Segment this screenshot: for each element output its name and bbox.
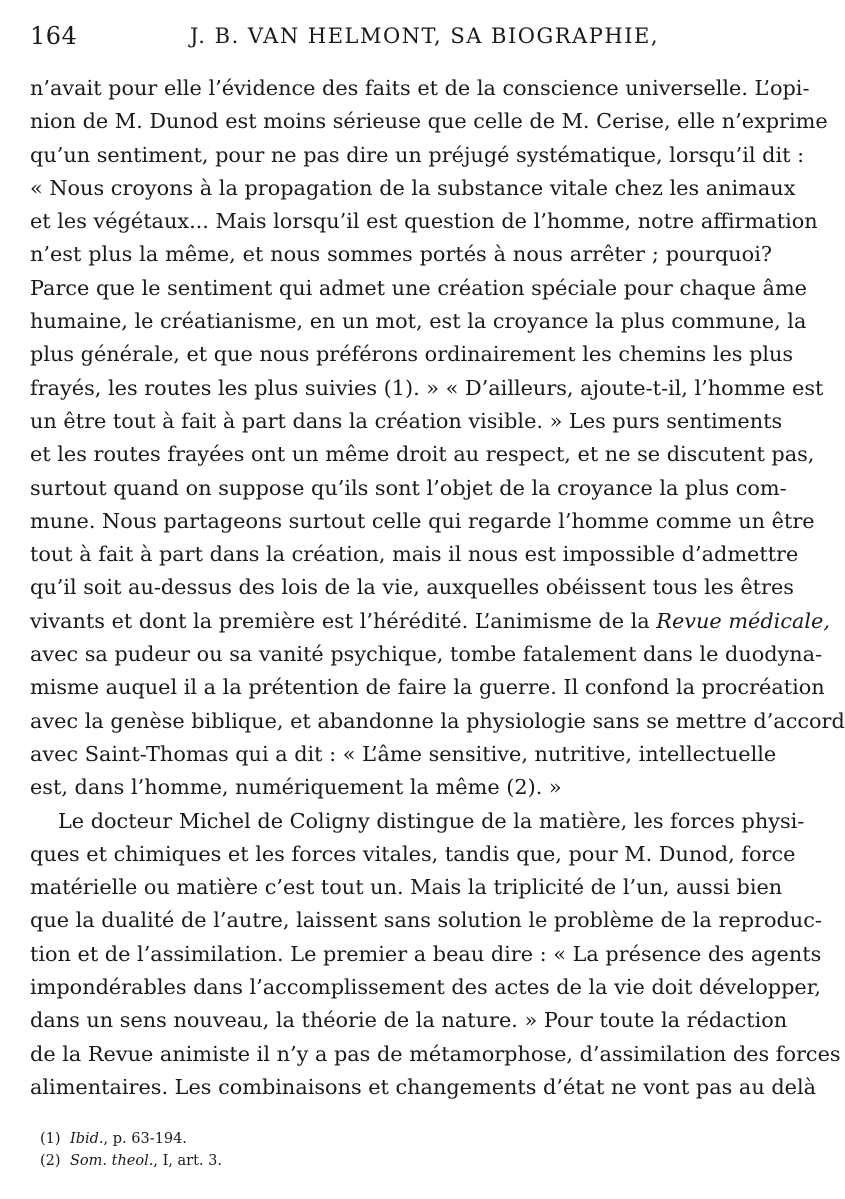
text-line: matérielle ou matière c’est tout un. Mais la triplicité de l’un, aussi bien bbox=[30, 875, 783, 900]
text-segment: vivants et dont la première est l’hérédité. L’animisme de la bbox=[30, 608, 650, 633]
italic-title: Revue médicale, bbox=[656, 608, 830, 633]
text-line: de la Revue animiste il n’y a pas de métamorphose, d’assimilation des forces bbox=[30, 1041, 841, 1066]
text-line: avec sa pudeur ou sa vanité psychique, tombe fatalement dans le duodyna- bbox=[30, 642, 823, 667]
text-line: plus générale, et que nous préférons ordinairement les chemins les plus bbox=[30, 342, 794, 367]
text-line: tion et de l’assimilation. Le premier a beau dire : « La présence des agents bbox=[30, 941, 822, 966]
text-line: qu’un sentiment, pour ne pas dire un préjugé systématique, lorsqu’il dit : bbox=[30, 142, 805, 167]
footnote bbox=[40, 1128, 640, 1150]
text-line: surtout quand on suppose qu’ils sont l’objet de la croyance la plus com- bbox=[30, 475, 787, 500]
text-line: qu’il soit au-dessus des lois de la vie, auxquelles obéissent tous les êtres bbox=[30, 575, 794, 600]
text-line: et les routes frayées ont un même droit au respect, et ne se discutent pas, bbox=[30, 442, 815, 467]
text-line-with-italic bbox=[30, 605, 830, 638]
text-line: n’est plus la même, et nous sommes portés à nous arrêter ; pourquoi? bbox=[30, 242, 772, 267]
body-text bbox=[30, 72, 845, 1104]
footnote-marker: (2) bbox=[40, 1153, 61, 1169]
text-line: avec la genèse biblique, et abandonne la physiologie sans se mettre d’accord bbox=[30, 708, 845, 733]
text-line: que la dualité de l’autre, laissent sans solution le problème de la reproduc- bbox=[30, 908, 822, 933]
footnote-reference: Ibid. bbox=[70, 1131, 104, 1147]
text-line: tout à fait à part dans la création, mais il nous est impossible d’admettre bbox=[30, 542, 799, 567]
text-line: impondérables dans l’accomplissement des actes de la vie doit développer, bbox=[30, 975, 821, 1000]
footnote-text: , p. 63-194. bbox=[103, 1131, 187, 1147]
text-line: misme auquel il a la prétention de faire la guerre. Il confond la procréation bbox=[30, 675, 825, 700]
page-header bbox=[30, 22, 774, 56]
text-line: et les végétaux... Mais lorsqu’il est question de l’homme, notre affirmation bbox=[30, 209, 818, 234]
text-line: ques et chimiques et les forces vitales, tandis que, pour M. Dunod, force bbox=[30, 841, 796, 866]
footnotes bbox=[40, 1128, 640, 1172]
text-line: frayés, les routes les plus suivies (1). » « D’ailleurs, ajoute-t-il, l’homme est bbox=[30, 375, 824, 400]
text-line: alimentaires. Les combinaisons et changements d’état ne vont pas au delà bbox=[30, 1074, 817, 1099]
text-line: dans un sens nouveau, la théorie de la nature. » Pour toute la rédaction bbox=[30, 1008, 788, 1033]
text-line: mune. Nous partageons surtout celle qui regarde l’homme comme un être bbox=[30, 508, 815, 533]
paragraph-start-line: Le docteur Michel de Coligny distingue de la matière, les forces physi- bbox=[58, 808, 805, 833]
footnote bbox=[40, 1150, 640, 1172]
page-number: 164 bbox=[30, 22, 78, 50]
text-line: avec Saint-Thomas qui a dit : « L’âme sensitive, nutritive, intellectuelle bbox=[30, 741, 777, 766]
text-line: un être tout à fait à part dans la création visible. » Les purs sentiments bbox=[30, 408, 783, 433]
text-line: Parce que le sentiment qui admet une création spéciale pour chaque âme bbox=[30, 275, 807, 300]
text-line: nion de M. Dunod est moins sérieuse que celle de M. Cerise, elle n’exprime bbox=[30, 109, 828, 134]
text-line: humaine, le créatianisme, en un mot, est la croyance la plus commune, la bbox=[30, 309, 807, 334]
text-line: n’avait pour elle l’évidence des faits et de la conscience universelle. L’opi- bbox=[30, 76, 810, 100]
paragraph-end-line: est, dans l’homme, numériquement la même (2). » bbox=[30, 775, 562, 800]
footnote-marker: (1) bbox=[40, 1131, 61, 1147]
footnote-text: , I, art. 3. bbox=[153, 1153, 222, 1169]
text-line: « Nous croyons à la propagation de la substance vitale chez les animaux bbox=[30, 175, 796, 200]
running-title: J. B. VAN HELMONT, SA BIOGRAPHIE, bbox=[190, 24, 659, 48]
footnote-reference: Som. theol. bbox=[70, 1153, 154, 1169]
